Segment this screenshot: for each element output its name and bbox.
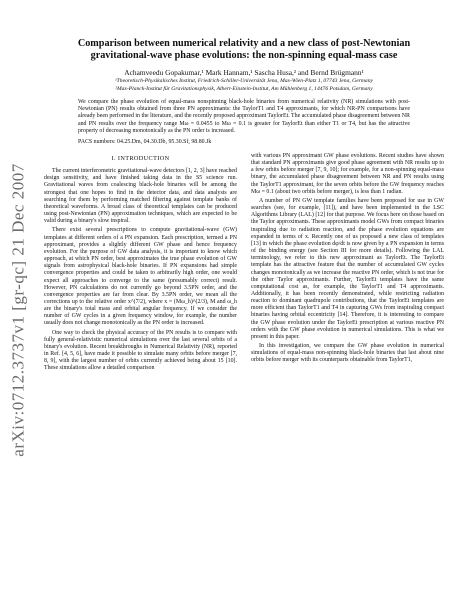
arxiv-stamp-text: arXiv:0712.3737v1 [gr-qc] 21 Dec 2007 [9,163,28,457]
arxiv-stamp [4,150,34,470]
left-column [44,153,237,373]
section-heading: I. INTRODUCTION [111,155,170,163]
paper-title: Comparison between numerical relativity and a new class of post-Newtonian gravitational-wave phase evolutions: the non-spinning equal-mass case [77,38,411,61]
right-column [251,153,444,373]
affiliation-1: ¹Theoretisch-Physikalisches Institut, Friedrich-Schiller-Universität Jena, Max-Wien-Platz 1, 07743 Jena, Germany [115,78,373,84]
paper-page [44,38,444,373]
affiliation-2: ²Max-Planck-Institut für Gravitationsphysik, Albert-Einstein-Institut, Am Mühlenberg 1, 14476 Potsdam, Germany [115,86,373,92]
abstract: We compare the phase evolution of equal-mass nonspinning black-hole binaries from numerical relativity (NR) simulations with post-Newtonian (PN) results obtained from three PN approximants: the TaylorT1 and T4 approximants, for which NR-PN comparisons have already been performed in the literature, and the recently proposed approximant TaylorEt. The accumulated phase disagreement between NR and PN results over the frequency range Mω = 0.0455 to Mω = 0.1 is greater for TaylorEt than either T1 or T4, but has the attractive property of decreasing monotonically as the PN order is increased. [78,99,410,134]
paragraph: with various PN approximant GW phase evolutions. Recent studies have shown that standard PN approximants give good phase agreement with NR results up to a few orbits before merger [7, 9, 10]; for example, for a non-spinning equal-mass binary, the accumulated phase disagreement between NR and PN results using the TaylorT1 approximant, for the seven orbits before the GW frequency reaches Mω = 0.1 (about two orbits before merger), is less than 1 radian. [251,153,444,195]
pacs-numbers: PACS numbers: 04.25.Dm, 04.30.Db, 95.30.Sf, 98.80.Jk [78,139,212,146]
paragraph: A number of PN GW template families have been proposed for use in GW searches (see, for example, [11]), and have been implemented in the LSC Algorithms Library (LAL) [12] for that purpose. We focus here on those based on the Taylor approximants. These approximants model GWs from compact binaries inspiraling due to radiation reaction, and the phase evolution equations are expanded in terms of x. Recently one of us proposed a new class of templates [13] in which the phase evolution dφ/dt is now given by a PN expansion in terms of the binding energy (see Section III for more details). Following the LAL terminology, we refer to this new approximant as TaylorEt. The TaylorEt template has the attractive feature that the number of accumulated GW cycles changes monotonically as we increase the reactive PN order, which is not true for the other Taylor approximants. Further, TaylorEt templates have the same computational cost as, for example, the TaylorT1 and T4 approximants. Additionally, it has been recently demonstrated, while restricting radiation reaction to dominant quadrupole contributions, that the TaylorEt templates are more efficient than TaylorT1 and T4 in capturing GWs from inspiraling compact binaries having orbital eccentricity [14]. Therefore, it is interesting to compare the GW phase evolution under the TaylorEt prescription at various reactive PN orders with the GW phase evolution in numerical simulations. This is what we present in this paper. [251,197,444,340]
paragraph: In this investigation, we compare the GW phase evolution in numerical simulations of equal-mass non-spinning black-hole binaries that last about nine orbits before merger with its counterparts obtainable from TaylorT1, [251,343,444,364]
author-list: Achamveedu Gopakumar,¹ Mark Hannam,¹ Sascha Husa,² and Bernd Brügmann¹ [124,68,364,77]
body-columns [44,153,444,373]
paragraph: There exist several prescriptions to compute gravitational-wave (GW) templates at different orders of a PN expansion. Each prescription, termed a PN approximant, provides a slightly different GW phase and hence frequency evolution. For the purpose of GW data analysis, it is important to know which approach, at which PN order, best approximates the true phase evolution of GW signals from astrophysical black-hole binaries. If PN expansions had simple convergence properties and could be taken to arbitrarily high order, one would expect all approaches to converge to the same (presumably correct) result. However, PN calculations do not currently go beyond 3.5PN order, and the convergence properties are far from clear. By 3.5PN order, we mean all the corrections up to the relative order x^(7/2), where x = (Mω_h)^(2/3), M and ω_h are the binary's total mass and orbital angular frequency. If we consider the number of GW cycles in a given frequency window, for example, the number usually does not change monotonically as the PN order is increased. [44,227,237,327]
paragraph: One way to check the physical accuracy of the PN results is to compare with fully general-relativistic numerical simulations over the last several orbits of a binary's evolution. Recent breakthroughs in Numerical Relativity (NR), reported in Ref. [4, 5, 6], have made it possible to simulate many orbits before merger [7, 8, 9], with the largest number of orbits currently achieved being about 15 [10]. These simulations allow a detailed comparison [44,329,237,372]
paragraph: The current interferometric gravitational-wave detectors [1, 2, 3] have reached design sensitivity, and have finished taking data in the S5 science run. Gravitational waves from coalescing black-hole binaries will be among the strongest that one hopes to find in the detector data, and data analysts are searching for them by performing matched filtering against template banks of theoretical waveforms. A broad class of theoretical templates can be produced using post-Newtonian (PN) approximation techniques, which are expected to be valid during a binary's slow inspiral. [44,168,237,225]
